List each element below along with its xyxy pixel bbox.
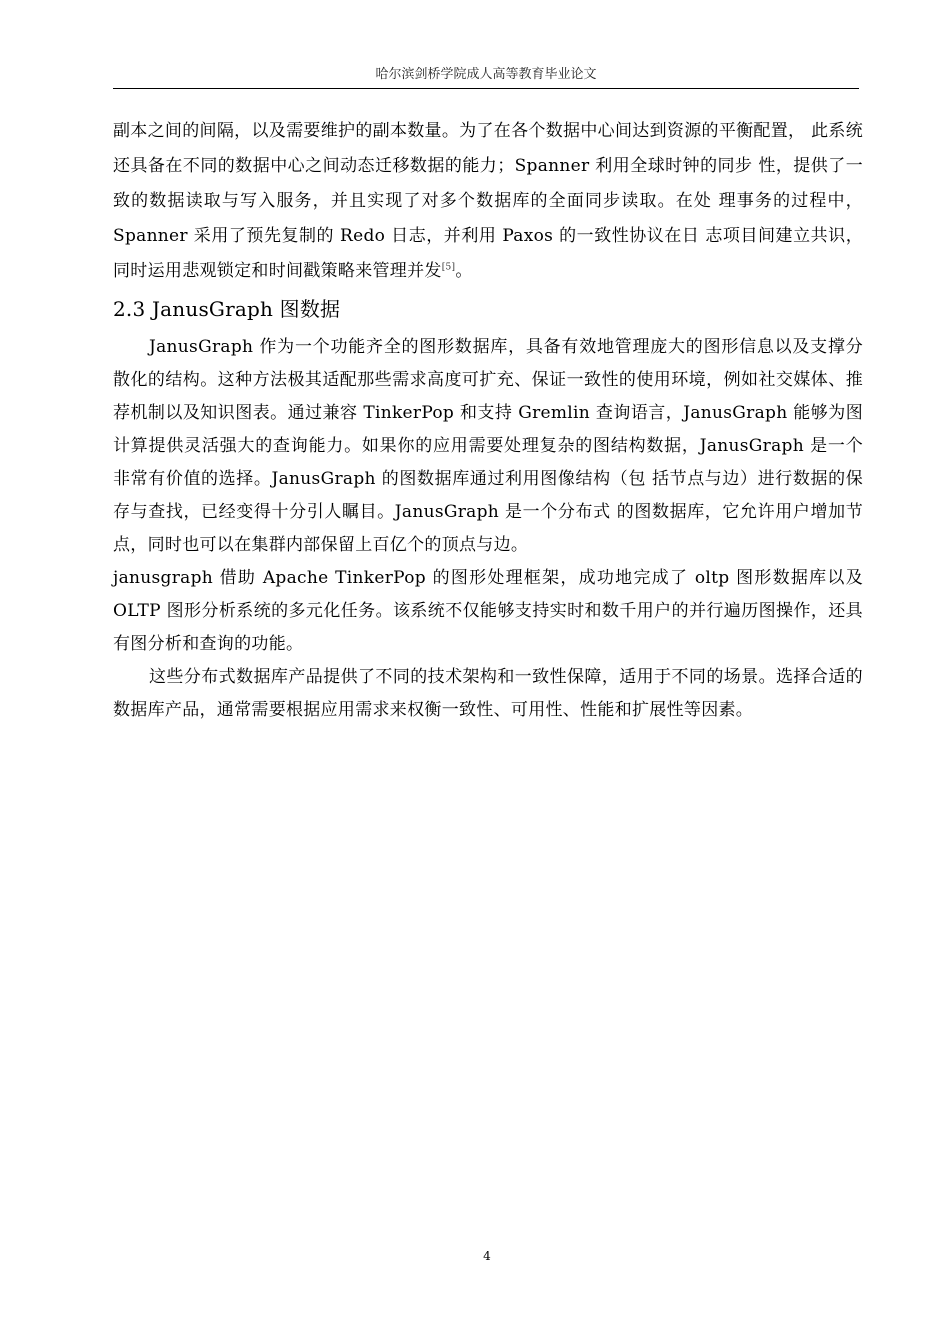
paragraph-spanner-text: 副本之间的间隔，以及需要维护的副本数量。为了在各个数据中心间达到资源的平衡配置， 此系统还具备在不同的数据中心之间动态迁移数据的能力；Spanner 利用全球时钟的同步 性，提供了一致的数据读取与写入服务，并且实现了对多个数据库的全面同步读取。在处 理事务的过程中，Spanner 采用了预先复制的 Redo 日志，并利用 Paxos 的一致性协议在日 志项目间建立共识，同时运用悲观锁定和时间戳策略来管理并发: [113, 121, 863, 281]
paragraph-summary: 这些分布式数据库产品提供了不同的技术架构和一致性保障，适用于不同的场景。选择合适的数据库产品，通常需要根据应用需求来权衡一致性、可用性、性能和扩展性等因素。: [113, 667, 863, 720]
page-header-title: 哈尔滨剑桥学院成人高等教育毕业论文: [375, 67, 597, 82]
section-heading-janusgraph: 2.3 JanusGraph 图数据: [113, 297, 341, 321]
document-body: [113, 114, 863, 727]
paragraph-tinkerpop: janusgraph 借助 Apache TinkerPop 的图形处理框架，成功地完成了 oltp 图形数据库以及 OLTP 图形分析系统的多元化任务。该系统不仅能够支持实时和数千用户的并行遍历图操作，还具有图分析和查询的功能。: [113, 568, 863, 654]
header-divider: [113, 88, 859, 89]
page-number: 4: [483, 1249, 491, 1263]
paragraph-janusgraph-intro: JanusGraph 作为一个功能齐全的图形数据库，具备有效地管理庞大的图形信息以及支撑分散化的结构。这种方法极其适配那些需求高度可扩充、保证一致性的使用环境，例如社交媒体、推荐机制以及知识图表。通过兼容 TinkerPop 和支持 Gremlin 查询语言，JanusGraph 能够为图计算提供灵活强大的查询能力。如果你的应用需要处理复杂的图结构数据，JanusGraph 是一个非常有价值的选择。JanusGraph 的图数据库通过利用图像结构（包 括节点与边）进行数据的保存与查找，已经变得十分引人瞩目。JanusGraph 是一个分布式 的图数据库，它允许用户增加节点，同时也可以在集群内部保留上百亿个的顶点与边。: [113, 337, 863, 555]
paragraph-spanner-end: 。: [455, 261, 473, 281]
paragraph-spanner: [113, 114, 863, 289]
citation-5: [5]: [441, 262, 456, 273]
